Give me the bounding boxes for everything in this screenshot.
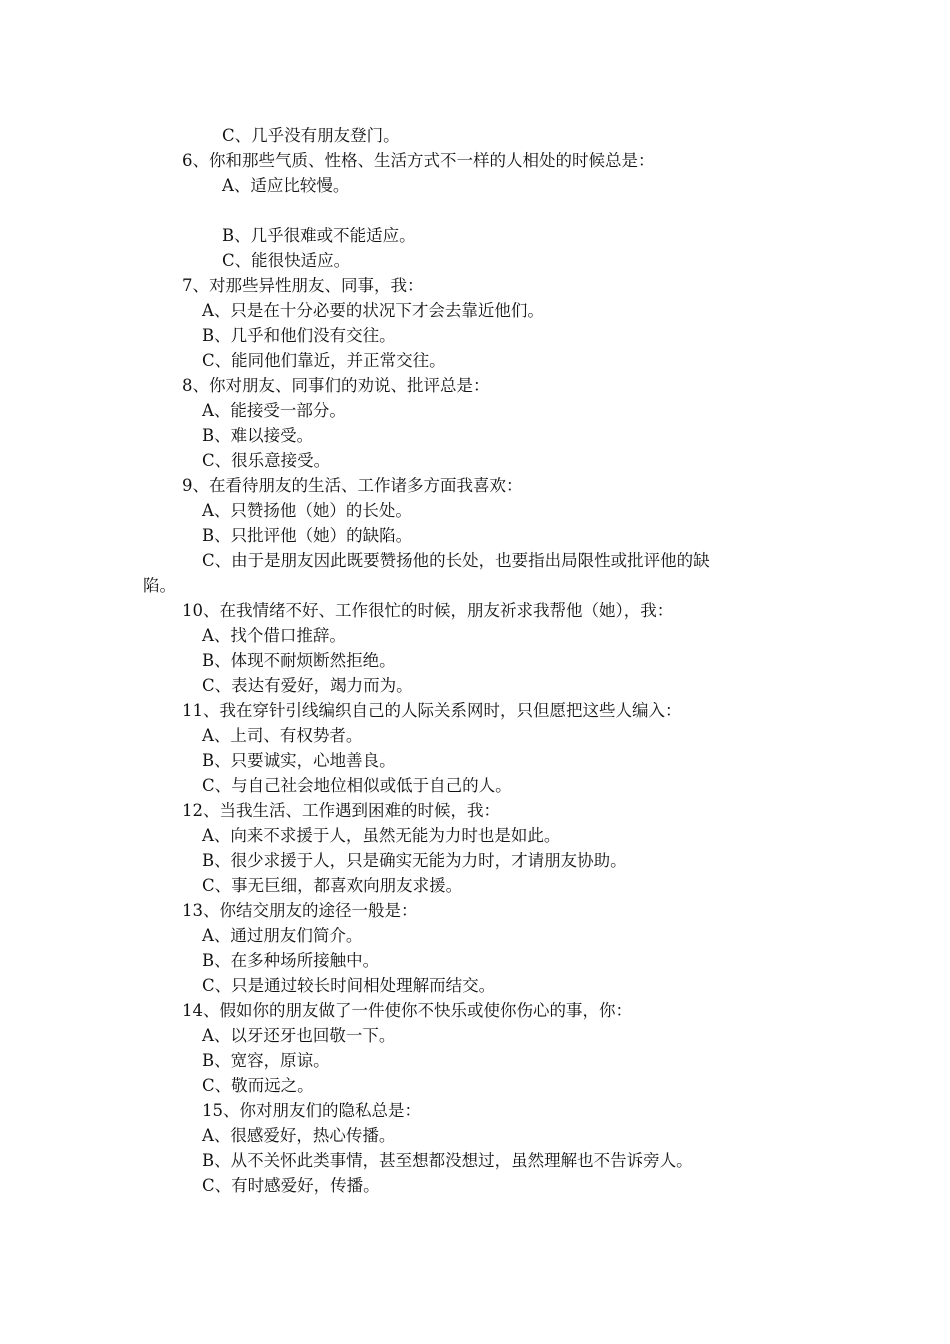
q10-option-a: A、找个借口推辞。 bbox=[202, 626, 346, 645]
q9-option-b: B、只批评他（她）的缺陷。 bbox=[202, 526, 413, 545]
q15-option-a: A、很感爱好，热心传播。 bbox=[202, 1126, 396, 1145]
q12-option-a: A、向来不求援于人，虽然无能为力时也是如此。 bbox=[202, 826, 561, 845]
q15-question: 15、你对朋友们的隐私总是： bbox=[202, 1101, 421, 1120]
q15-option-c: C、有时感爱好，传播。 bbox=[202, 1176, 380, 1195]
q6-question: 6、你和那些气质、性格、生活方式不一样的人相处的时候总是： bbox=[182, 151, 655, 170]
q9-option-c-continued: 陷。 bbox=[143, 576, 176, 595]
q7-question: 7、对那些异性朋友、同事，我： bbox=[182, 276, 424, 295]
q6-option-a: A、适应比较慢。 bbox=[222, 176, 350, 195]
q10-question: 10、在我情绪不好、工作很忙的时候，朋友祈求我帮他（她），我： bbox=[182, 601, 674, 620]
q15-option-b: B、从不关怀此类事情，甚至想都没想过，虽然理解也不告诉旁人。 bbox=[202, 1151, 693, 1170]
q14-option-c: C、敬而远之。 bbox=[202, 1076, 314, 1095]
q14-question: 14、假如你的朋友做了一件使你不快乐或使你伤心的事，你： bbox=[182, 1001, 632, 1020]
q11-option-a: A、上司、有权势者。 bbox=[202, 726, 363, 745]
q8-question: 8、你对朋友、同事们的劝说、批评总是： bbox=[182, 376, 490, 395]
q9-option-a: A、只赞扬他（她）的长处。 bbox=[202, 501, 412, 520]
q14-option-b: B、宽容，原谅。 bbox=[202, 1051, 330, 1070]
q13-option-c: C、只是通过较长时间相处理解而结交。 bbox=[202, 976, 496, 995]
q12-option-c: C、事无巨细，都喜欢向朋友求援。 bbox=[202, 876, 463, 895]
q14-option-a: A、以牙还牙也回敬一下。 bbox=[202, 1026, 396, 1045]
q9-option-c: C、由于是朋友因此既要赞扬他的长处，也要指出局限性或批评他的缺 bbox=[202, 551, 710, 570]
q13-option-b: B、在多种场所接触中。 bbox=[202, 951, 380, 970]
q6-option-c: C、能很快适应。 bbox=[222, 251, 351, 270]
q8-option-b: B、难以接受。 bbox=[202, 426, 314, 445]
q13-option-a: A、通过朋友们简介。 bbox=[202, 926, 363, 945]
q7-option-a: A、只是在十分必要的状况下才会去靠近他们。 bbox=[202, 301, 544, 320]
q10-option-c: C、表达有爱好，竭力而为。 bbox=[202, 676, 413, 695]
q8-option-c: C、很乐意接受。 bbox=[202, 451, 331, 470]
q12-question: 12、当我生活、工作遇到困难的时候，我： bbox=[182, 801, 500, 820]
q13-question: 13、你结交朋友的途径一般是： bbox=[182, 901, 418, 920]
q6-option-b: B、几乎很难或不能适应。 bbox=[222, 226, 416, 245]
q7-option-b: B、几乎和他们没有交往。 bbox=[202, 326, 396, 345]
q11-question: 11、我在穿针引线编织自己的人际关系网时，只但愿把这些人编入： bbox=[182, 701, 682, 720]
q9-question: 9、在看待朋友的生活、工作诸多方面我喜欢： bbox=[182, 476, 523, 495]
q10-option-b: B、体现不耐烦断然拒绝。 bbox=[202, 651, 396, 670]
q12-option-b: B、很少求援于人，只是确实无能为力时，才请朋友协助。 bbox=[202, 851, 627, 870]
q11-option-c: C、与自己社会地位相似或低于自己的人。 bbox=[202, 776, 512, 795]
q7-option-c: C、能同他们靠近，并正常交往。 bbox=[202, 351, 446, 370]
q5-option-c: C、几乎没有朋友登门。 bbox=[222, 126, 400, 145]
q8-option-a: A、能接受一部分。 bbox=[202, 401, 346, 420]
q11-option-b: B、只要诚实，心地善良。 bbox=[202, 751, 396, 770]
